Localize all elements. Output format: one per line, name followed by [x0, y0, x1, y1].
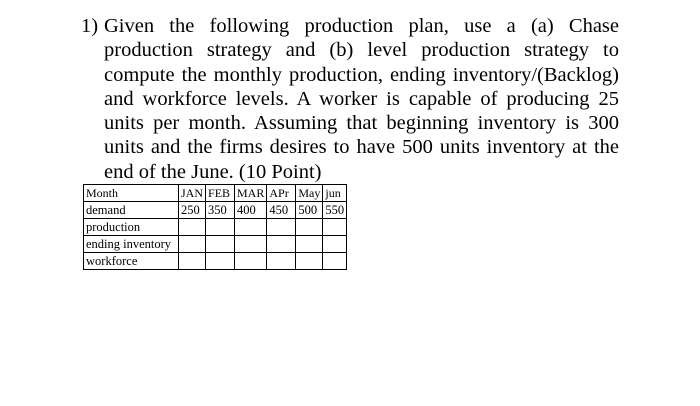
value-cell — [235, 253, 267, 270]
table-row — [84, 219, 347, 236]
value-cell — [323, 219, 347, 236]
month-header-cell: jun — [323, 185, 347, 202]
value-cell: 550 — [323, 202, 347, 219]
question-line — [81, 63, 619, 87]
value-cell — [323, 236, 347, 253]
question-line-text: end of the June. (10 Point) — [104, 160, 322, 183]
value-cell — [267, 253, 296, 270]
table-row — [84, 202, 347, 219]
value-cell — [267, 219, 296, 236]
production-plan-table — [83, 184, 347, 270]
month-header-cell: MAR — [235, 185, 267, 202]
row-label-cell: workforce — [84, 253, 179, 270]
table-header-row — [84, 185, 347, 202]
value-cell — [179, 236, 206, 253]
question-number: 1) — [81, 15, 99, 37]
value-cell — [179, 253, 206, 270]
value-cell — [267, 236, 296, 253]
value-cell — [179, 219, 206, 236]
question-line — [81, 160, 619, 184]
value-cell: 400 — [235, 202, 267, 219]
value-cell — [206, 236, 235, 253]
question-line-text: units per month. Assuming that beginning inventory is 300 — [104, 112, 619, 135]
value-cell: 250 — [179, 202, 206, 219]
value-cell: 450 — [267, 202, 296, 219]
value-cell — [235, 236, 267, 253]
value-cell — [206, 253, 235, 270]
table-row — [84, 253, 347, 270]
value-cell — [235, 219, 267, 236]
month-header-cell: May — [296, 185, 323, 202]
value-cell — [206, 219, 235, 236]
month-header-cell: FEB — [206, 185, 235, 202]
question-line-text: Given the following production plan, use a (a) Chase — [104, 15, 619, 37]
question-line — [81, 87, 619, 111]
question-line-text: compute the monthly production, ending inventory/(Backlog) — [104, 63, 619, 86]
question-line — [81, 14, 619, 38]
question-line — [81, 38, 619, 62]
value-cell — [323, 253, 347, 270]
month-header-cell: JAN — [179, 185, 206, 202]
question-line-text: production strategy and (b) level production strategy to — [104, 39, 619, 62]
value-cell: 350 — [206, 202, 235, 219]
row-label-cell: production — [84, 219, 179, 236]
question-line — [81, 135, 619, 159]
value-cell — [296, 253, 323, 270]
value-cell — [296, 236, 323, 253]
row-label-cell: ending inventory — [84, 236, 179, 253]
value-cell: 500 — [296, 202, 323, 219]
question-line-text: units and the firms desires to have 500 units inventory at the — [104, 136, 619, 159]
question-text — [81, 14, 619, 184]
month-header-cell: APr — [267, 185, 296, 202]
value-cell — [296, 219, 323, 236]
header-label-cell: Month — [84, 185, 179, 202]
row-label-cell: demand — [84, 202, 179, 219]
question-line — [81, 111, 619, 135]
question-line-text: and workforce levels. A worker is capable of producing 25 — [104, 87, 619, 110]
table-row — [84, 236, 347, 253]
